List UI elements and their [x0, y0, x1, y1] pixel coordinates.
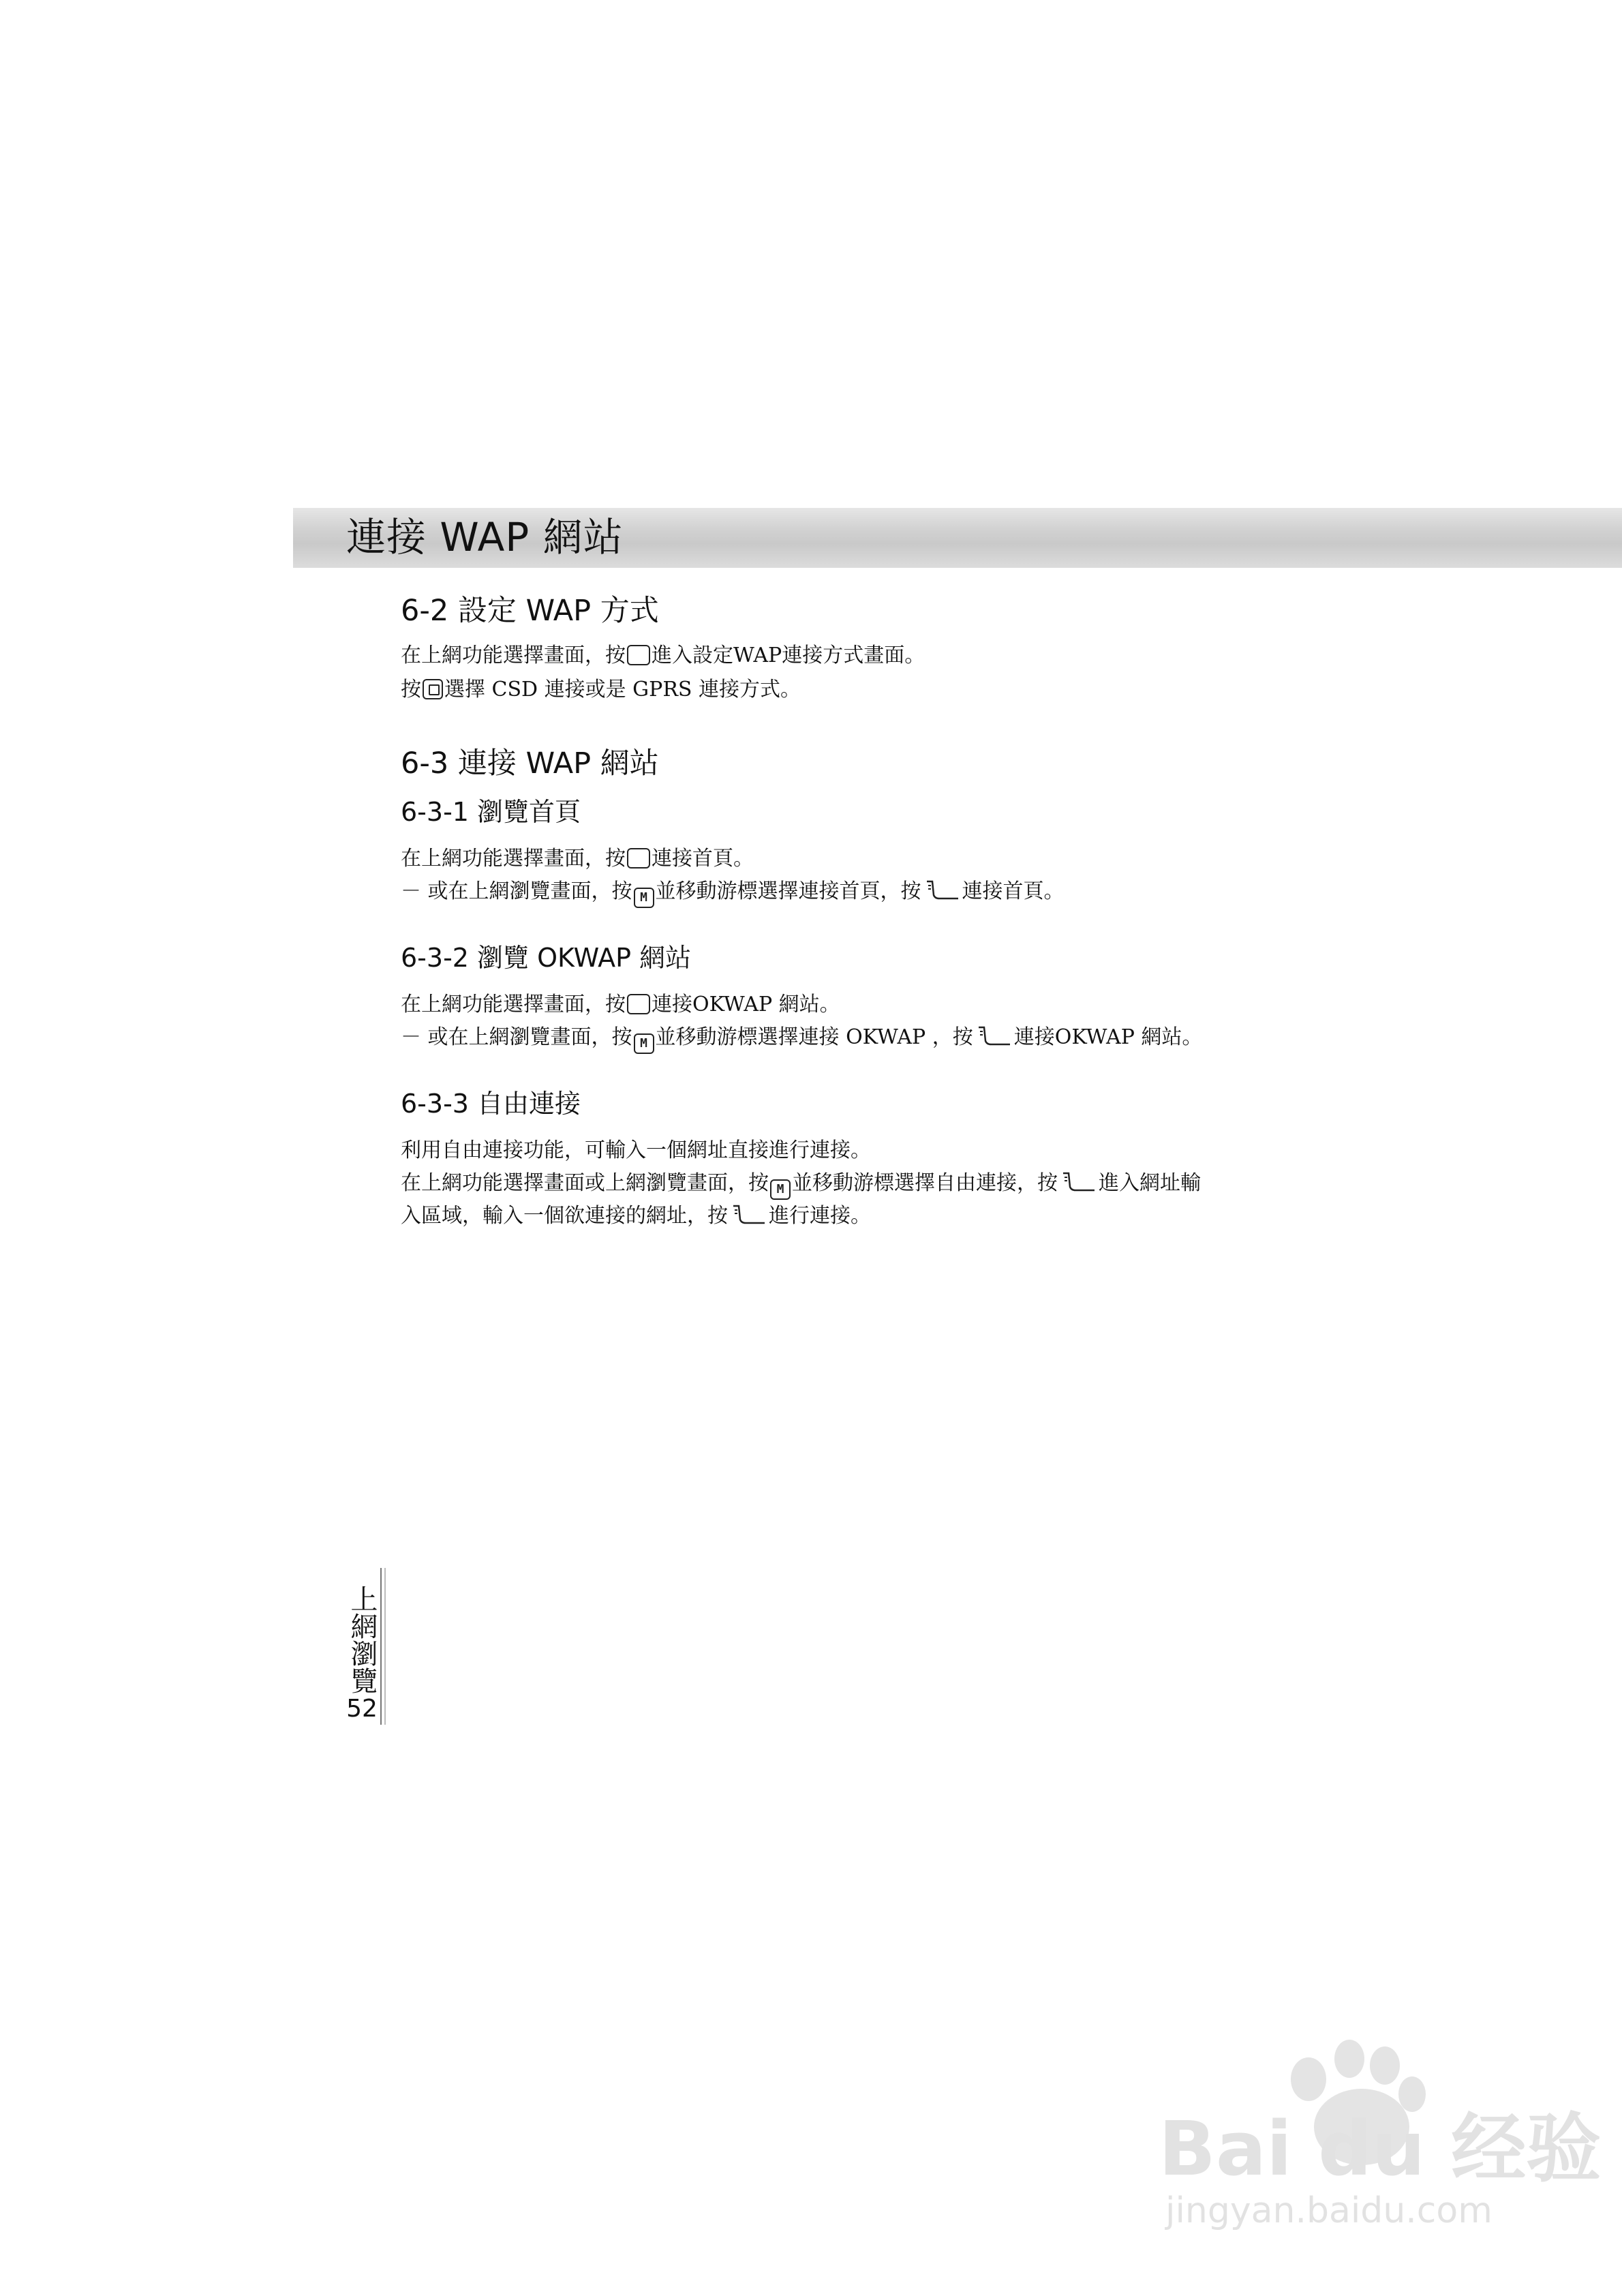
text-segment: 在上網功能選擇畫面，按 [401, 847, 626, 871]
page-title: 連接 WAP 網站 [346, 514, 624, 560]
paragraph-6-3-2-line-1 [401, 990, 840, 1020]
text-segment: 連接OKWAP 網站。 [1013, 1025, 1203, 1049]
paragraph-6-3-1-line-2 [401, 877, 1065, 908]
text-segment: 連接首頁。 [962, 879, 1065, 903]
text-segment: 並移動游標選擇自由連接，按 [792, 1171, 1058, 1195]
subsection-heading-6-3-3: 6-3-3 自由連接 [401, 1089, 581, 1119]
m-key-icon [770, 1179, 791, 1200]
watermark-url: jingyan.baidu.com [1165, 2190, 1493, 2231]
text-segment: 入區域，輸入一個欲連接的網址，按 [401, 1204, 728, 1228]
paragraph-6-3-3-line-2 [401, 1168, 1201, 1200]
paragraph-6-3-1-line-1 [401, 844, 754, 874]
paragraph-6-2-line-1 [401, 641, 925, 671]
subsection-heading-6-3-1: 6-3-1 瀏覽首頁 [401, 797, 581, 827]
menu-key-icon [627, 848, 650, 868]
text-segment: 在上網功能選擇畫面，按 [401, 993, 626, 1016]
call-key-icon [731, 1205, 766, 1225]
text-segment: 連接OKWAP 網站。 [652, 993, 840, 1016]
call-key-icon [1060, 1172, 1096, 1192]
watermark-brand: Bai du 经验 [1159, 2105, 1602, 2192]
baidu-watermark [1145, 2031, 1602, 2231]
call-key-icon [976, 1026, 1011, 1046]
page-number: 52 [346, 1695, 378, 1723]
m-key-icon [634, 888, 654, 908]
side-tab [346, 1585, 378, 1724]
text-segment: 在上網功能選擇畫面，按 [401, 644, 626, 667]
paragraph-6-3-3-line-3 [401, 1201, 871, 1231]
paragraph-6-2-line-2 [401, 675, 801, 705]
subsection-heading-6-3-2: 6-3-2 瀏覽 OKWAP 網站 [401, 943, 692, 973]
section-heading-6-2: 6-2 設定 WAP 方式 [401, 594, 659, 628]
menu-key-icon [627, 994, 650, 1014]
paragraph-6-3-2-line-2 [401, 1023, 1202, 1054]
text-segment: 進行連接。 [769, 1204, 871, 1228]
text-segment: 並移動游標選擇連接 OKWAP ，按 [655, 1025, 973, 1049]
side-rule [384, 1568, 386, 1725]
text-segment: － 或在上網瀏覽畫面，按 [401, 879, 632, 903]
m-key-icon [634, 1033, 654, 1054]
paragraph-6-3-3-line-1: 利用自由連接功能，可輸入一個網址直接進行連接。 [401, 1138, 871, 1162]
text-segment: 進入網址輸 [1099, 1171, 1201, 1195]
text-segment: 選擇 CSD 連接或是 GPRS 連接方式。 [444, 678, 801, 701]
text-segment: － 或在上網瀏覽畫面，按 [401, 1025, 632, 1049]
text-segment: 進入設定WAP連接方式畫面。 [652, 644, 925, 667]
text-segment: 並移動游標選擇連接首頁，按 [655, 879, 921, 903]
menu-key-icon [627, 645, 650, 665]
text-segment: 按 [401, 678, 421, 701]
text-segment: 連接首頁。 [652, 847, 754, 871]
side-rule [380, 1568, 382, 1725]
section-heading-6-3: 6-3 連接 WAP 網站 [401, 746, 659, 781]
text-segment: 在上網功能選擇畫面或上網瀏覽畫面，按 [401, 1171, 769, 1195]
call-key-icon [924, 880, 960, 901]
nav-key-icon [423, 679, 443, 699]
section-label: 上網瀏覽 [346, 1585, 378, 1694]
